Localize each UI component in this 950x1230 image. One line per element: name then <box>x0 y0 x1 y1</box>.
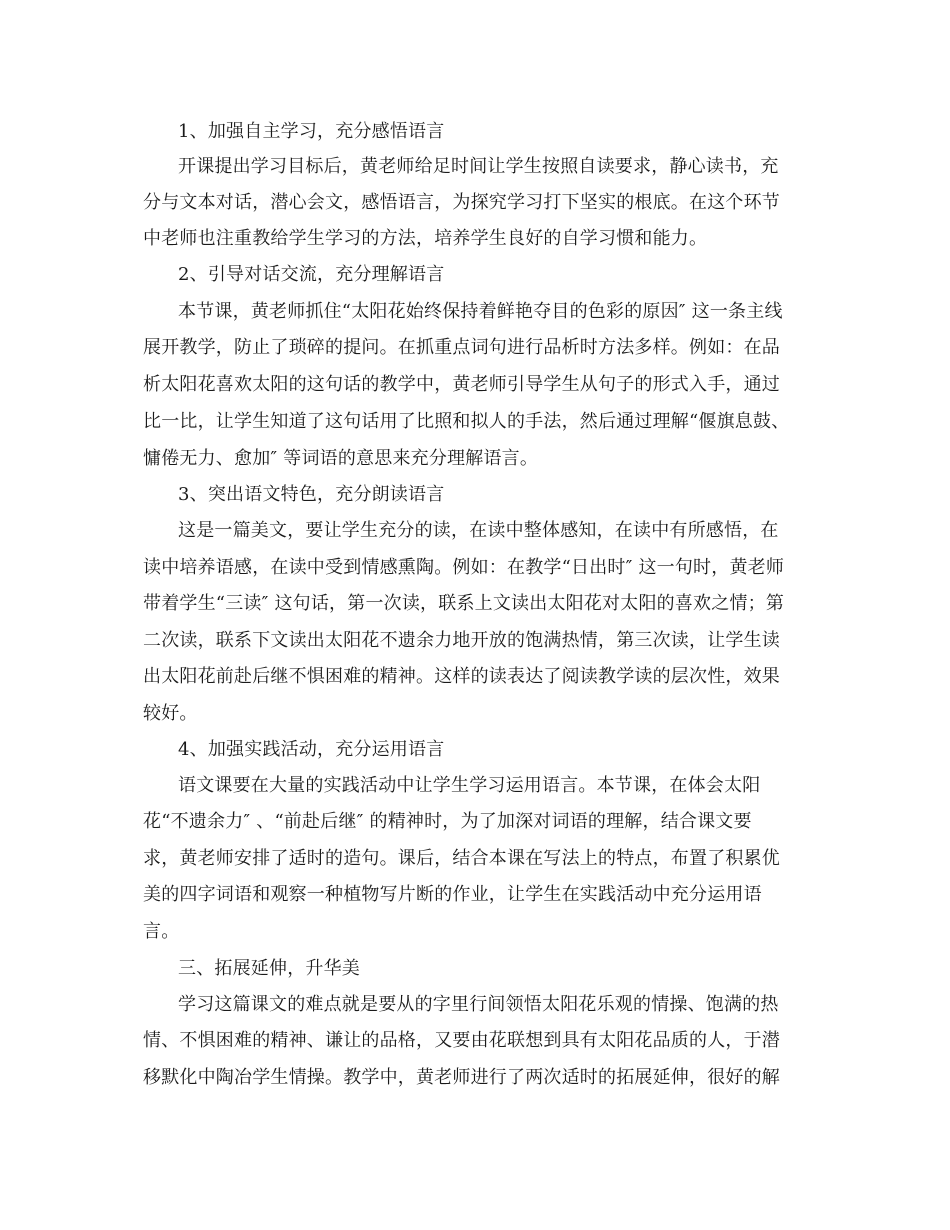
paragraph-line: 花“不遗余力″ 、“前赴后继″ 的精神时，为了加深对词语的理解，结合课文要 <box>143 811 752 832</box>
paragraph-line: 求，黄老师安排了适时的造句。课后，结合本课在写法上的特点，布置了积累优 <box>143 848 780 869</box>
paragraph-line: 析太阳花喜欢太阳的这句话的教学中，黄老师引导学生从句子的形式入手，通过 <box>143 374 780 395</box>
paragraph-line: 带着学生“三读″ 这句话，第一次读，联系上文读出太阳花对太阳的喜欢之情；第 <box>143 593 785 614</box>
heading-4: 4、加强实践活动，充分运用语言 <box>178 739 445 760</box>
paragraph-line: 言。 <box>143 921 180 942</box>
section-heading: 三、拓展延伸，升华美 <box>178 958 360 979</box>
paragraph-line: 中老师也注重教给学生学习的方法，培养学生良好的自学习惯和能力。 <box>143 228 708 249</box>
paragraph-line: 本节课，黄老师抓住“太阳花始终保持着鲜艳夺目的色彩的原因″ 这一条主线 <box>178 301 783 322</box>
paragraph-line: 移默化中陶冶学生情操。教学中，黄老师进行了两次适时的拓展延伸，很好的解 <box>143 1067 780 1088</box>
paragraph-line: 语文课要在大量的实践活动中让学生学习运用语言。本节课，在体会太阳 <box>178 775 761 796</box>
paragraph-line: 展开教学，防止了琐碎的提问。在抓重点词句进行品析时方法多样。例如：在品 <box>143 337 780 358</box>
paragraph-line: 情、不惧困难的精神、谦让的品格，又要由花联想到具有太阳花品质的人，于潜 <box>143 1030 780 1051</box>
paragraph-line: 读中培养语感，在读中受到情感熏陶。例如：在教学“日出时″ 这一句时，黄老师 <box>143 557 785 578</box>
heading-3: 3、突出语文特色，充分朗读语言 <box>178 484 445 505</box>
paragraph-line: 出太阳花前赴后继不惧困难的精神。这样的读表达了阅读教学读的层次性，效果 <box>143 666 780 687</box>
heading-1: 1、加强自主学习，充分感悟语言 <box>178 121 445 142</box>
paragraph-line: 这是一篇美文，要让学生充分的读，在读中整体感知，在读中有所感悟，在 <box>178 520 779 541</box>
paragraph-line: 开课提出学习目标后，黄老师给足时间让学生按照自读要求，静心读书，充 <box>178 156 779 177</box>
heading-2: 2、引导对话交流，充分理解语言 <box>178 264 445 285</box>
paragraph-line: 学习这篇课文的难点就是要从的字里行间领悟太阳花乐观的情操、饱满的热 <box>178 994 779 1015</box>
paragraph-line: 慵倦无力、愈加″ 等词语的意思来充分理解语言。 <box>143 448 539 469</box>
paragraph-line: 较好。 <box>143 703 198 724</box>
paragraph-line: 比一比，让学生知道了这句话用了比照和拟人的手法，然后通过理解“偃旗息鼓、 <box>143 411 790 432</box>
paragraph-line: 美的四字词语和观察一种植物写片断的作业，让学生在实践活动中充分运用语 <box>143 884 762 905</box>
paragraph-line: 二次读，联系下文读出太阳花不遗余力地开放的饱满热情，第三次读，让学生读 <box>143 630 780 651</box>
paragraph-line: 分与文本对话，潜心会文，感悟语言，为探究学习打下坚实的根底。在这个环节 <box>143 192 780 213</box>
